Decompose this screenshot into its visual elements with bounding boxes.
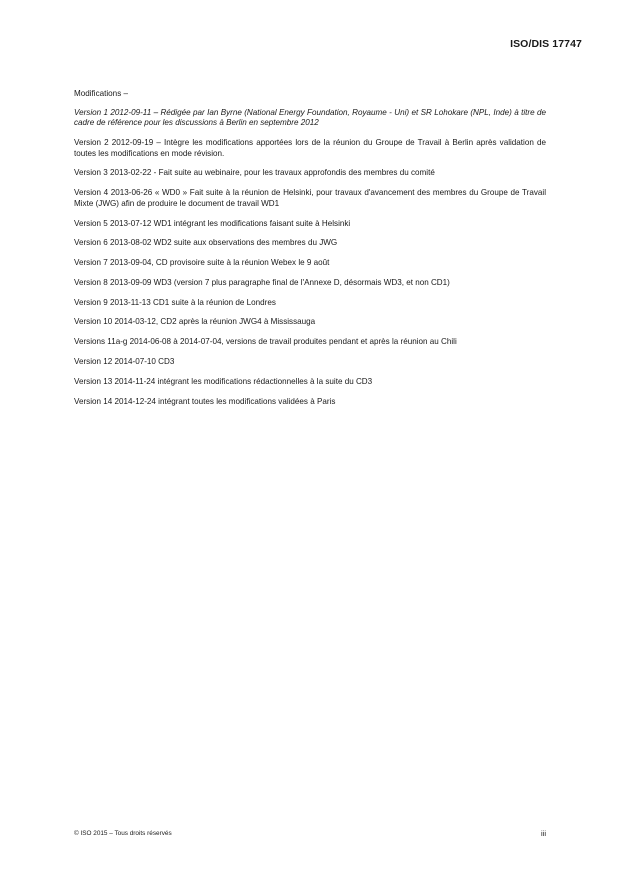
revision-entry-2: Version 2 2012-09-19 – Intègre les modifications apportées lors de la réunion du Groupe de Travail à Berlin après validation de toutes les modifications en mode révision. <box>74 137 546 158</box>
revision-entry-7: Version 7 2013-09-04, CD provisoire suite à la réunion Webex le 9 août <box>74 258 330 268</box>
revision-entry-11: Versions 11a-g 2014-06-08 à 2014-07-04, versions de travail produites pendant et après la réunion au Chili <box>74 337 457 347</box>
revision-entry-6: Version 6 2013-08-02 WD2 suite aux observations des membres du JWG <box>74 238 338 248</box>
revision-entry-1: Version 1 2012-09-11 – Rédigée par Ian Byrne (National Energy Foundation, Royaume - Uni) et SR Lohokare (NPL, Inde) à titre de cadre de référence pour les discussions à Berlin en septembre 2012 <box>74 107 546 128</box>
revision-entry-4: Version 4 2013-06-26 « WD0 » Fait suite à la réunion de Helsinki, pour travaux d'avancement des membres du Groupe de Travail Mixte (JWG) afin de produire le document de travail WD1 <box>74 188 546 208</box>
revision-entry-13: Version 13 2014-11-24 intégrant les modifications rédactionnelles à la suite du CD3 <box>74 376 373 386</box>
modifications-heading: Modifications – <box>74 89 128 98</box>
revision-entry-9: Version 9 2013-11-13 CD1 suite à la réunion de Londres <box>74 297 276 307</box>
document-id: ISO/DIS 17747 <box>510 38 582 50</box>
page-footer <box>74 829 546 841</box>
revision-entry-10: Version 10 2014-03-12, CD2 après la réunion JWG4 à Mississauga <box>74 317 316 327</box>
revision-entry-12: Version 12 2014-07-10 CD3 <box>74 356 175 366</box>
page-number: iii <box>541 829 546 838</box>
revision-entry-8: Version 8 2013-09-09 WD3 (version 7 plus paragraphe final de l'Annexe D, désormais WD3, et non CD1) <box>74 277 450 287</box>
revision-entry-14: Version 14 2014-12-24 intégrant toutes les modifications validées à Paris <box>74 396 336 406</box>
revision-entry-5: Version 5 2013-07-12 WD1 intégrant les modifications faisant suite à Helsinki <box>74 218 351 228</box>
modifications-section <box>74 89 546 416</box>
revision-entry-3: Version 3 2013-02-22 - Fait suite au webinaire, pour les travaux approfondis des membres du comité <box>74 168 435 178</box>
copyright-notice: © ISO 2015 – Tous droits réservés <box>74 830 172 837</box>
